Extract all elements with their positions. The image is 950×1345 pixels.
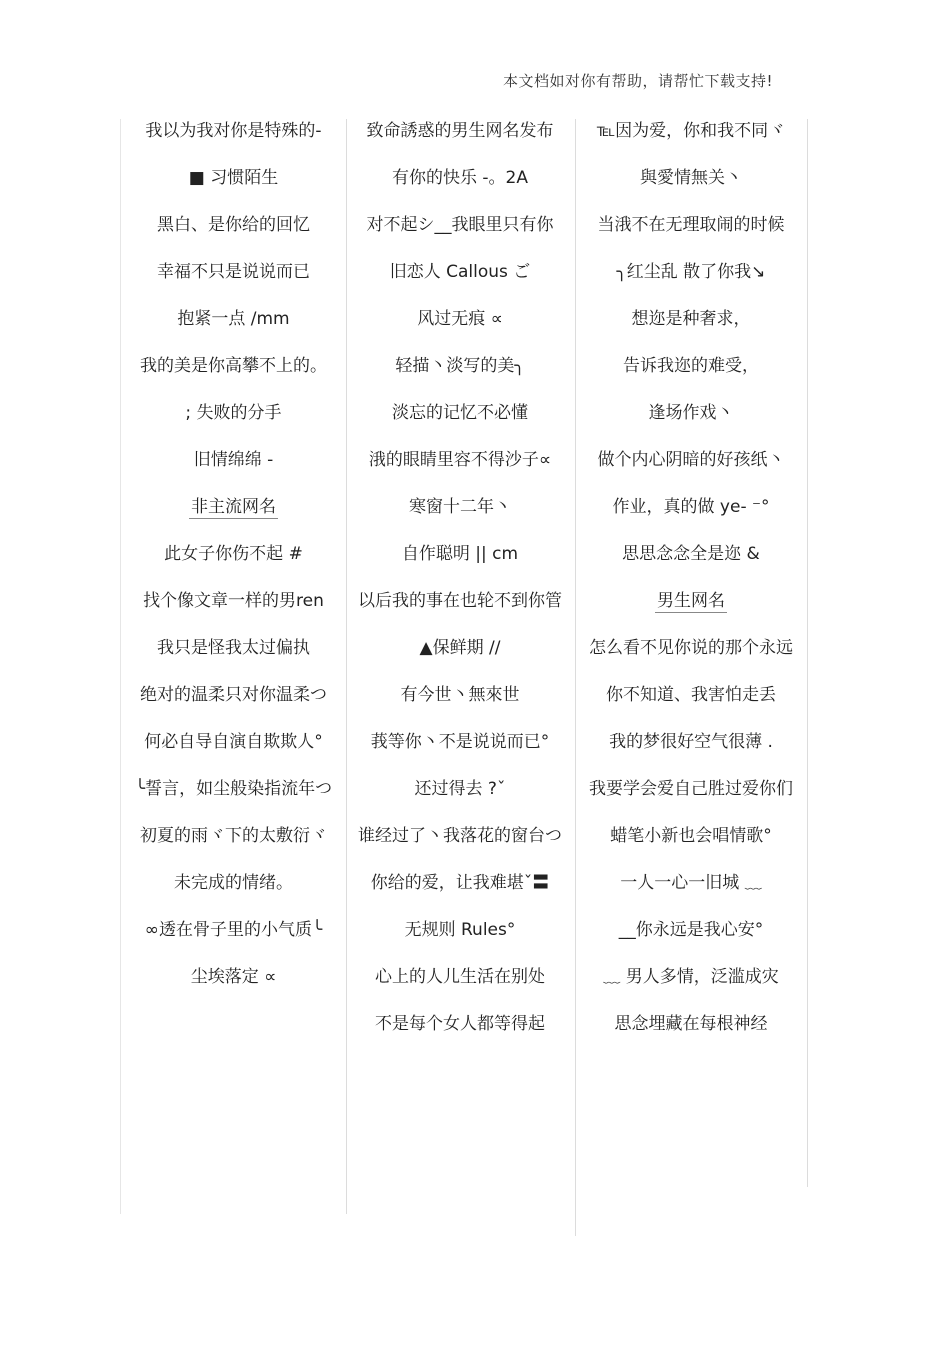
column-1 [120,119,347,1214]
nickname-text: 当涐不在无理取闹的时候 [597,215,785,235]
nickname-entry [345,683,575,708]
nickname-entry [121,166,346,191]
nickname-text: 黑白、是你给的回忆 [157,215,310,235]
nickname-entry [345,401,575,426]
nickname-entry [345,119,575,144]
nickname-entry [575,448,807,473]
nickname-entry [345,871,575,896]
nickname-text: 旧恋人 Callous ご [389,262,531,282]
nickname-entry [345,636,575,661]
nickname-text: 我的美是你高攀不上的。 [140,356,327,376]
column-3 [575,119,808,1187]
nickname-entry [345,1012,575,1037]
nickname-entry [575,354,807,379]
nickname-entry [345,824,575,849]
nickname-entry [575,918,807,943]
nickname-text: 幸福不只是说说而已 [157,262,310,282]
nickname-entry [575,542,807,567]
nickname-entry [575,871,807,896]
nickname-text: ▲保鲜期 // [419,638,501,658]
nickname-text: 作业，真的做 ye- ⁻° [612,497,770,517]
nickname-text: 我以为我对你是特殊的- [145,121,322,141]
nickname-text: 淡忘的记忆不必懂 [392,403,528,423]
nickname-entry [121,636,346,661]
nickname-text: 此女子你伤不起 # [164,544,303,564]
nickname-text: 谁经过了丶我落花的窗台つ [358,826,562,846]
page-header-note: 本文档如对你有帮助，请帮忙下载支持! [503,72,774,90]
nickname-text: 轻描丶淡写的美╮ [395,356,525,376]
nickname-text: ■ 习惯陌生 [188,168,279,188]
nickname-text: 以后我的事在也轮不到你管 [358,591,562,611]
nickname-entry [345,730,575,755]
nickname-text: ℡因为爱，你和我不同ヾ [596,121,786,141]
nickname-text: 无规则 Rules° [404,920,516,940]
nickname-text: 有你的快乐 -。2A [392,168,528,188]
nickname-entry [345,495,575,520]
nickname-text: 寒窗十二年丶 [409,497,511,517]
nickname-entry [345,777,575,802]
nickname-entry [575,965,807,990]
section-heading-text: 男生网名 [657,591,725,611]
nickname-entry [345,307,575,332]
nickname-text: 自作聪明 || cm [401,544,519,564]
nickname-entry [121,589,346,614]
nickname-text: 找个像文章一样的男ren [143,591,324,611]
nickname-text: ; 失败的分手 [185,403,282,423]
nickname-entry [345,448,575,473]
nickname-text: 对不起シ__我眼里只有你 [366,215,554,235]
nickname-entry [121,683,346,708]
nickname-entry [575,730,807,755]
nickname-text: 蜡笔小新也会唱情歌° [610,826,772,846]
nickname-text: ∞透在骨子里的小气质╰ [144,920,323,940]
nickname-text: 心上的人儿生活在别处 [375,967,545,987]
nickname-text: 何必自导自演自欺欺人° [144,732,323,752]
nickname-text: 逢场作戏丶 [648,403,734,423]
nickname-text: ╰誓言，如尘般染指流年つ [134,779,333,799]
nickname-text: 莪等你丶不是说说而已° [370,732,550,752]
nickname-text: 尘埃落定 ∝ [190,967,277,987]
nickname-entry [575,636,807,661]
nickname-text: 告诉我迩的难受， [623,356,759,376]
nickname-entry [121,824,346,849]
nickname-entry [121,965,346,990]
nickname-entry [345,918,575,943]
nickname-text: ﹏ 男人多情，泛滥成灾 [603,967,779,987]
nickname-entry [575,166,807,191]
nickname-text: 初夏的雨ヾ下的太敷衍ヾ [140,826,327,846]
nickname-entry [121,448,346,473]
nickname-entry [575,495,807,520]
nickname-text: 想迩是种奢求， [631,309,751,329]
nickname-text: 做个内心阴暗的好孩纸丶 [597,450,785,470]
nickname-entry [575,213,807,238]
nickname-text: 一人一心一旧城 ﹏ [620,873,762,893]
nickname-text: __你永远是我心安° [618,920,764,940]
nickname-text: 致命誘惑的男生网名发布 [366,121,554,141]
nickname-entry [345,965,575,990]
nickname-entry [345,589,575,614]
nickname-entry [121,918,346,943]
nickname-entry [575,401,807,426]
column-2 [345,119,576,1236]
nickname-text: 我要学会爱自己胜过爱你们 [589,779,793,799]
nickname-entry [121,119,346,144]
nickname-entry [575,683,807,708]
nickname-text: 绝对的温柔只对你温柔つ [140,685,327,705]
nickname-entry [345,542,575,567]
nickname-text: ╮红尘乱 散了你我↘ [616,262,766,282]
nickname-entry [345,354,575,379]
nickname-text: 还过得去 ?ˇ [414,779,506,799]
nickname-entry [345,166,575,191]
nickname-text: 我的梦很好空气很薄 . [609,732,773,752]
nickname-text: 风过无痕 ∝ [417,309,503,329]
nickname-entry [575,777,807,802]
nickname-text: 與愛情無关丶 [640,168,742,188]
nickname-text: 不是每个女人都等得起 [375,1014,545,1034]
nickname-text: 你不知道、我害怕走丢 [606,685,776,705]
nickname-text: 有今世丶無來世 [400,685,520,705]
nickname-entry [575,824,807,849]
nickname-text: 怎么看不见你说的那个永远 [589,638,793,658]
section-heading [121,495,346,520]
nickname-text: 思念埋藏在每根神经 [614,1014,768,1034]
nickname-entry [345,260,575,285]
nickname-text: 我只是怪我太过偏执 [157,638,310,658]
nickname-text: 你给的爱，让我难堪ˇ〓 [370,873,550,893]
section-heading [575,589,807,614]
nickname-entry [575,119,807,144]
nickname-entry [121,307,346,332]
nickname-text: 涐的眼睛里容不得沙子∝ [368,450,552,470]
nickname-entry [121,730,346,755]
nickname-entry [121,777,346,802]
nickname-entry [121,354,346,379]
nickname-entry [121,260,346,285]
nickname-entry [575,260,807,285]
nickname-text: 未完成的情绪。 [174,873,293,893]
nickname-entry [121,542,346,567]
nickname-text: 抱紧一点 /mm [177,309,290,329]
nickname-entry [121,401,346,426]
nickname-entry [121,213,346,238]
nickname-entry [575,307,807,332]
nickname-entry [121,871,346,896]
nickname-text: 思思念念全是迩 & [622,544,760,564]
nickname-entry [345,213,575,238]
nickname-text: 旧情绵绵 - [193,450,274,470]
nickname-entry [575,1012,807,1037]
section-heading-text: 非主流网名 [191,497,276,517]
